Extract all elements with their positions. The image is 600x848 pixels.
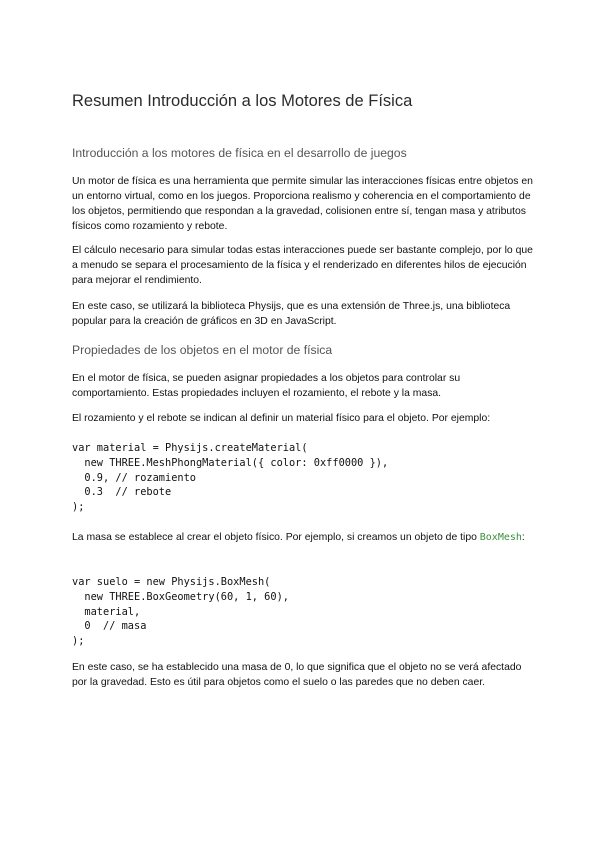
paragraph-mass-suffix: : bbox=[521, 532, 525, 543]
inline-code-boxmesh: BoxMesh bbox=[479, 532, 522, 543]
paragraph-friction-bounce: El rozamiento y el rebote se indican al definir un material físico para el objeto. Por ejemplo: bbox=[72, 413, 491, 424]
paragraph-physijs: En este caso, se utilizará la biblioteca Physijs, que es una extensión de Three.js, una biblioteca popular para la creación de gráficos en 3D en JavaScript. bbox=[72, 301, 511, 327]
section-heading-intro: Introducción a los motores de física en el desarrollo de juegos bbox=[72, 146, 407, 160]
code-block-suelo: var suelo = new Physijs.BoxMesh( new THREE.BoxGeometry(60, 1, 60), material, 0 // masa ); bbox=[72, 576, 289, 648]
paragraph-properties: En el motor de física, se pueden asignar propiedades a los objetos para controlar su comportamiento. Estas propiedades incluyen el rozamiento, el rebote y la masa. bbox=[72, 373, 461, 399]
paragraph-mass bbox=[72, 530, 534, 545]
paragraph-motor-definition: Un motor de física es una herramienta que permite simular las interacciones físicas entre objetos en un entorno virtual, como en los juegos. Proporciona realismo y coherencia en el comportamiento de los objetos, permitiendo que respondan a la gravedad, colisionen entre sí, tengan masa y atributos físicos como rozamiento y rebote. bbox=[72, 176, 533, 232]
section-heading-properties: Propiedades de los objetos en el motor de física bbox=[72, 343, 333, 357]
code-block-material: var material = Physijs.createMaterial( new THREE.MeshPhongMaterial({ color: 0xff0000 }), 0.9, // rozamiento 0.3 // rebote ); bbox=[72, 442, 389, 514]
paragraph-zero-mass: En este caso, se ha establecido una masa de 0, lo que significa que el objeto no se verá afectado por la gravedad. Esto es útil para objetos como el suelo o las paredes que no deben caer. bbox=[72, 662, 522, 688]
paragraph-calculation: El cálculo necesario para simular todas estas interacciones puede ser bastante complejo, por lo que a menudo se separa el procesamiento de la física y el renderizado en diferentes hilos de ejecución para mejorar el rendimiento. bbox=[72, 245, 533, 286]
document-title: Resumen Introducción a los Motores de Física bbox=[72, 92, 413, 110]
paragraph-mass-text: La masa se establece al crear el objeto físico. Por ejemplo, si creamos un objeto de tipo bbox=[72, 532, 480, 543]
